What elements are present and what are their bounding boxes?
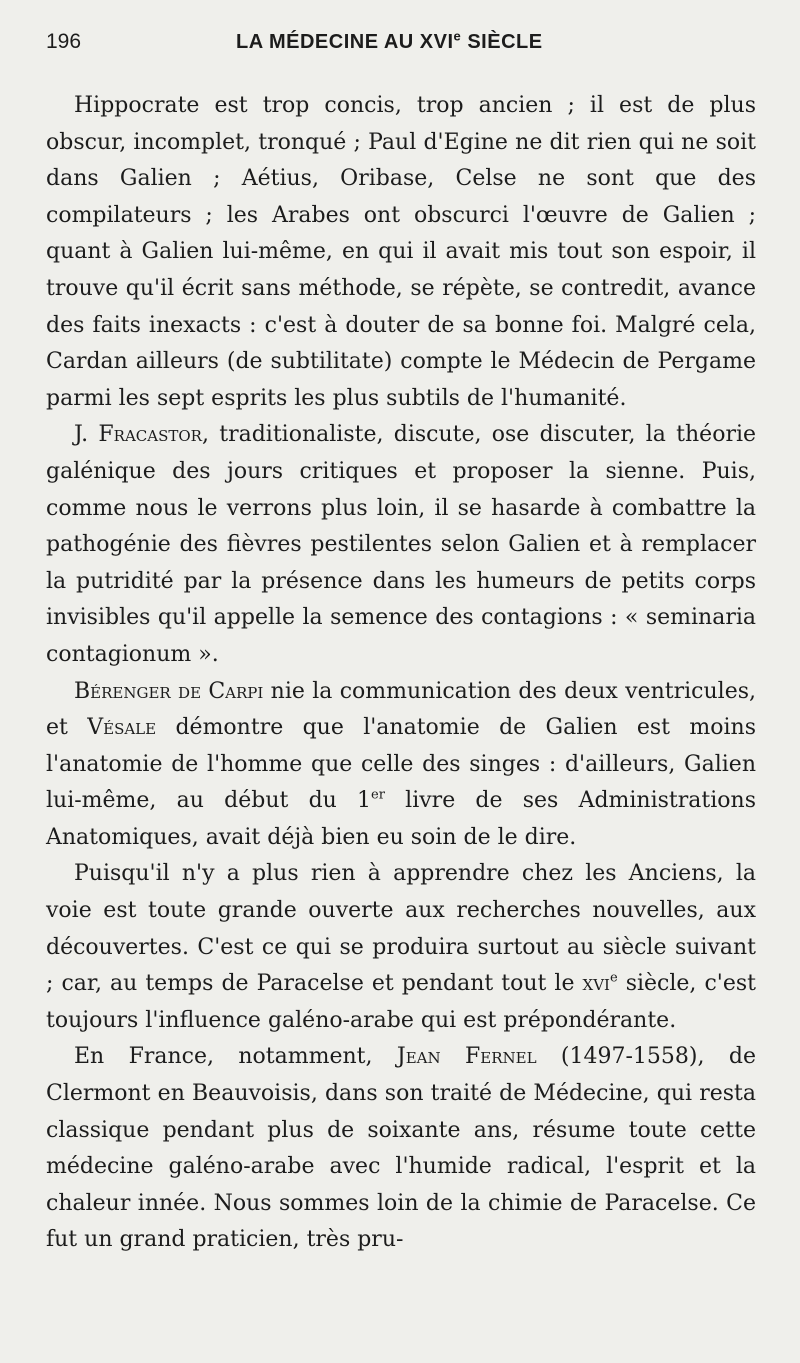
paragraph-2-text: , traditionaliste, discute, ose discuter, la théorie galénique des jours critiques et proposer la sienne. Puis, comme nous le verrons plus loin, il se hasarde à combattre la pathogénie des fièvres pestilentes selon Galien et à remplacer la putridité par la présence dans les humeurs de petits corps invisibles qu'il appelle la semence des contagions : « seminaria contagionum ». [46,422,757,667]
paragraph-3-text-1: nie la communication des deux ventricules, et [46,678,756,741]
running-head [236,28,543,54]
page-header [46,30,756,88]
paragraph-5 [46,1039,756,1259]
person-name-fracastor: J. Fracastor [74,422,202,448]
paragraph-4 [46,856,756,1039]
paragraph-3-text-2: démontre que l'anatomie de Galien est moins l'anatomie de l'homme que celle des singes : d'ailleurs, Galien lui-même, au début du 1 [46,715,756,814]
body-text [46,88,756,1259]
running-head-sup: e [453,28,462,44]
running-head-title: LA MÉDECINE AU XVI [236,31,454,53]
paragraph-4-text-2: siècle, c'est toujours l'influence galéno-arabe qui est prépondérante. [46,971,756,1033]
running-head-end: SIÈCLE [461,31,543,53]
paragraph-5-text-1: En France, notamment, [74,1044,397,1070]
ordinal-sup: er [371,787,385,803]
paragraph-5-text-2: (1497-1558), de Clermont en Beauvoisis, dans son traité de Médecine, qui resta classique pendant plus de soixante ans, résume toute cette médecine galéno-arabe avec l'humide radical, l'esprit et la chaleur innée. Nous sommes loin de la chimie de Paracelse. Ce fut un grand praticien, très pru- [46,1044,756,1253]
century-numeral: xvi [582,971,610,997]
person-name-vesale: Vésale [87,715,157,741]
paragraph-2 [46,417,756,673]
paragraph-1: Hippocrate est trop concis, trop ancien ; il est de plus obscur, incomplet, tronqué ; Paul d'Egine ne dit rien qui ne soit dans Galien ; Aétius, Oribase, Celse ne sont que des compilateurs ; les Arabes ont obscurci l'œuvre de Galien ; quant à Galien lui-même, en qui il avait mis tout son espoir, il trouve qu'il écrit sans méthode, se répète, se contredit, avance des faits inexacts : c'est à douter de sa bonne foi. Malgré cela, Cardan ailleurs (de subtilitate) compte le Médecin de Pergame parmi les sept esprits les plus subtils de l'humanité. [46,93,756,411]
paragraph-3-text-3: livre de ses Administrations Anatomiques, avait déjà bien eu soin de le dire. [46,788,756,850]
paragraph-4-text-1: Puisqu'il n'y a plus rien à apprendre chez les Anciens, la voie est toute grande ouverte aux recherches nouvelles, aux découvertes. C'est ce qui se produira surtout au siècle suivant ; car, au temps de Paracelse et pendant tout le [46,861,756,997]
person-name-fernel: Jean Fernel [396,1044,537,1070]
page-number: 196 [46,30,82,53]
person-name-berenger: Bérenger de Carpi [74,678,264,704]
century-sup: e [609,970,618,986]
paragraph-3 [46,674,756,857]
